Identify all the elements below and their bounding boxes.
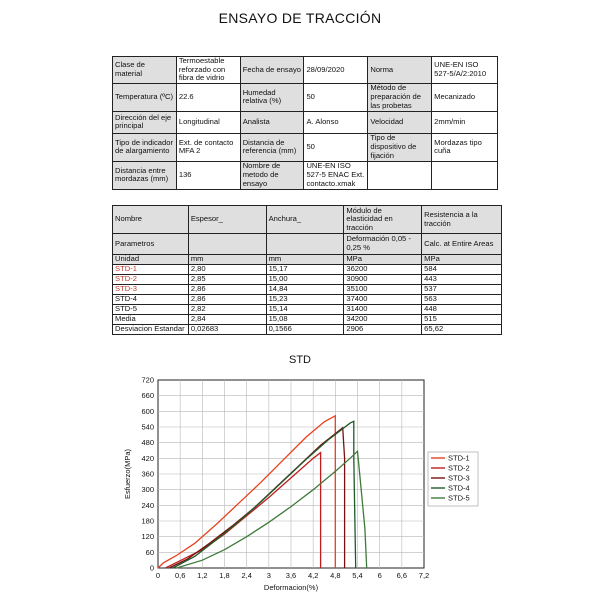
table-cell: 15,17	[266, 265, 344, 275]
table-cell: 448	[422, 305, 502, 315]
unit-cell: mm	[188, 255, 266, 265]
x-tick-label: 7,2	[418, 571, 430, 580]
table-cell: 65,62	[422, 325, 502, 335]
y-tick-label: 420	[141, 453, 154, 463]
x-tick-label: 2,4	[241, 571, 252, 580]
param-cell: Deformación 0,05 - 0,25 %	[344, 234, 422, 255]
empty-cell	[368, 161, 432, 189]
table-cell: 2,85	[188, 275, 266, 285]
table-cell: 443	[422, 275, 502, 285]
y-tick-label: 0	[149, 563, 154, 573]
y-tick-label: 480	[141, 438, 154, 448]
table-row	[113, 315, 502, 325]
table-cell: 537	[422, 285, 502, 295]
x-tick-label: 5,4	[352, 571, 363, 580]
table-cell: 14,84	[266, 285, 344, 295]
table-cell: 34200	[344, 315, 422, 325]
sample-name: STD-4	[113, 295, 189, 305]
distancia-mordazas-value: 136	[176, 161, 240, 189]
unit-cell: Unidad	[113, 255, 189, 265]
param-cell: Parametros	[113, 234, 189, 255]
table-cell: 515	[422, 315, 502, 325]
humedad-value: 50	[304, 83, 368, 111]
y-axis-label: Esfuerzo(MPa)	[123, 448, 132, 500]
dispositivo-value: Mordazas tipo cuña	[432, 133, 498, 161]
y-tick-label: 240	[141, 500, 154, 510]
document-title: ENSAYO DE TRACCIÓN	[218, 10, 382, 26]
y-tick-label: 600	[141, 406, 154, 416]
y-tick-label: 540	[141, 422, 154, 432]
x-tick-label: 3	[266, 571, 271, 580]
table-cell: 2,86	[188, 295, 266, 305]
nombre-metodo-value: UNE-EN ISO 527-5 ENAC Ext. contacto.xmak	[304, 161, 368, 189]
table-cell: 2,84	[188, 315, 266, 325]
humedad-label: Humedad relativa (%)	[240, 83, 304, 111]
table-cell: 37400	[344, 295, 422, 305]
unit-cell: mm	[266, 255, 344, 265]
norma-label: Norma	[368, 57, 432, 84]
distancia-referencia-label: Distancia de referencia (mm)	[240, 133, 304, 161]
legend-label: STD-5	[448, 493, 470, 503]
stat-name: Desviacion Estandar	[113, 325, 189, 335]
y-tick-label: 360	[141, 469, 154, 479]
header-cell: Módulo de elasticidad en tracción	[344, 206, 422, 234]
direccion-value: Longitudinal	[176, 111, 240, 133]
table-cell: 2,80	[188, 265, 266, 275]
temperatura-label: Temperatura (ºC)	[113, 83, 177, 111]
nombre-metodo-label: Nombre de metodo de ensayo	[240, 161, 304, 189]
table-cell: 15,23	[266, 295, 344, 305]
x-tick-label: 4,2	[307, 571, 319, 580]
metodo-preparacion-label: Método de preparación de las probetas	[368, 83, 432, 111]
fecha-label: Fecha de ensayo	[240, 57, 304, 84]
norma-value: UNE-EN ISO 527-5/A/2:2010	[432, 57, 498, 84]
distancia-referencia-value: 50	[304, 133, 368, 161]
y-tick-label: 60	[145, 547, 154, 557]
table-cell: 563	[422, 295, 502, 305]
param-cell	[266, 234, 344, 255]
table-cell: 2906	[344, 325, 422, 335]
table-cell: 584	[422, 265, 502, 275]
velocidad-label: Velocidad	[368, 111, 432, 133]
y-tick-label: 180	[141, 516, 154, 526]
header-cell: Espesor_	[188, 206, 266, 234]
table-cell: 15,08	[266, 315, 344, 325]
sample-name: STD-3	[113, 285, 189, 295]
stat-name: Media	[113, 315, 189, 325]
indicador-label: Tipo de indicador de alargamiento	[113, 133, 177, 161]
x-tick-label: 3,6	[285, 571, 297, 580]
x-tick-label: 6,6	[396, 571, 408, 580]
temperatura-value: 22.6	[176, 83, 240, 111]
table-cell: 35100	[344, 285, 422, 295]
table-row	[113, 295, 502, 305]
dispositivo-label: Tipo de dispositivo de fijación	[368, 133, 432, 161]
velocidad-value: 2mm/min	[432, 111, 498, 133]
direccion-label: Dirección del eje principal	[113, 111, 177, 133]
test-info-table	[112, 56, 498, 190]
indicador-value: Ext. de contacto MFA 2	[176, 133, 240, 161]
x-tick-label: 4,8	[330, 571, 341, 580]
x-tick-label: 0,6	[174, 571, 186, 580]
table-cell: 36200	[344, 265, 422, 275]
analista-value: A. Alonso	[304, 111, 368, 133]
param-cell: Calc. at Entire Areas	[422, 234, 502, 255]
x-tick-label: 1,8	[219, 571, 230, 580]
empty-cell	[432, 161, 498, 189]
table-row	[113, 325, 502, 335]
sample-name: STD-2	[113, 275, 189, 285]
y-tick-label: 300	[141, 485, 154, 495]
table-cell: 15,14	[266, 305, 344, 315]
y-tick-label: 660	[141, 391, 154, 401]
x-axis-label: Deformacion(%)	[263, 583, 319, 592]
table-cell: 0,02683	[188, 325, 266, 335]
table-cell: 31400	[344, 305, 422, 315]
distancia-mordazas-label: Distancia entre mordazas (mm)	[113, 161, 177, 189]
legend-label: STD-3	[448, 473, 470, 483]
table-row	[113, 265, 502, 275]
sample-name: STD-5	[113, 305, 189, 315]
header-cell: Nombre	[113, 206, 189, 234]
analista-label: Analista	[240, 111, 304, 133]
table-row	[113, 275, 502, 285]
sample-name: STD-1	[113, 265, 189, 275]
table-cell: 2,82	[188, 305, 266, 315]
metodo-preparacion-value: Mecanizado	[432, 83, 498, 111]
y-tick-label: 720	[141, 375, 154, 385]
results-table	[112, 205, 502, 335]
fecha-value: 28/09/2020	[304, 57, 368, 84]
header-cell: Anchura_	[266, 206, 344, 234]
param-cell	[188, 234, 266, 255]
legend-label: STD-4	[448, 483, 470, 493]
table-cell: 30900	[344, 275, 422, 285]
clase-material-label: Clase de material	[113, 57, 177, 84]
table-row	[113, 305, 502, 315]
table-cell: 15,00	[266, 275, 344, 285]
x-tick-label: 0	[155, 571, 161, 580]
table-row	[113, 285, 502, 295]
unit-cell: MPa	[344, 255, 422, 265]
stress-strain-chart	[0, 370, 600, 600]
header-cell: Resistencia a la tracción	[422, 206, 502, 234]
legend-label: STD-1	[448, 453, 470, 463]
table-cell: 0,1566	[266, 325, 344, 335]
x-tick-label: 6	[377, 571, 382, 580]
table-cell: 2,86	[188, 285, 266, 295]
legend-label: STD-2	[448, 463, 470, 473]
clase-material-value: Termoestable reforzado con fibra de vidrio	[176, 57, 240, 84]
x-tick-label: 1,2	[197, 571, 208, 580]
chart-title: STD	[289, 354, 311, 366]
unit-cell: MPa	[422, 255, 502, 265]
y-tick-label: 120	[141, 532, 154, 542]
